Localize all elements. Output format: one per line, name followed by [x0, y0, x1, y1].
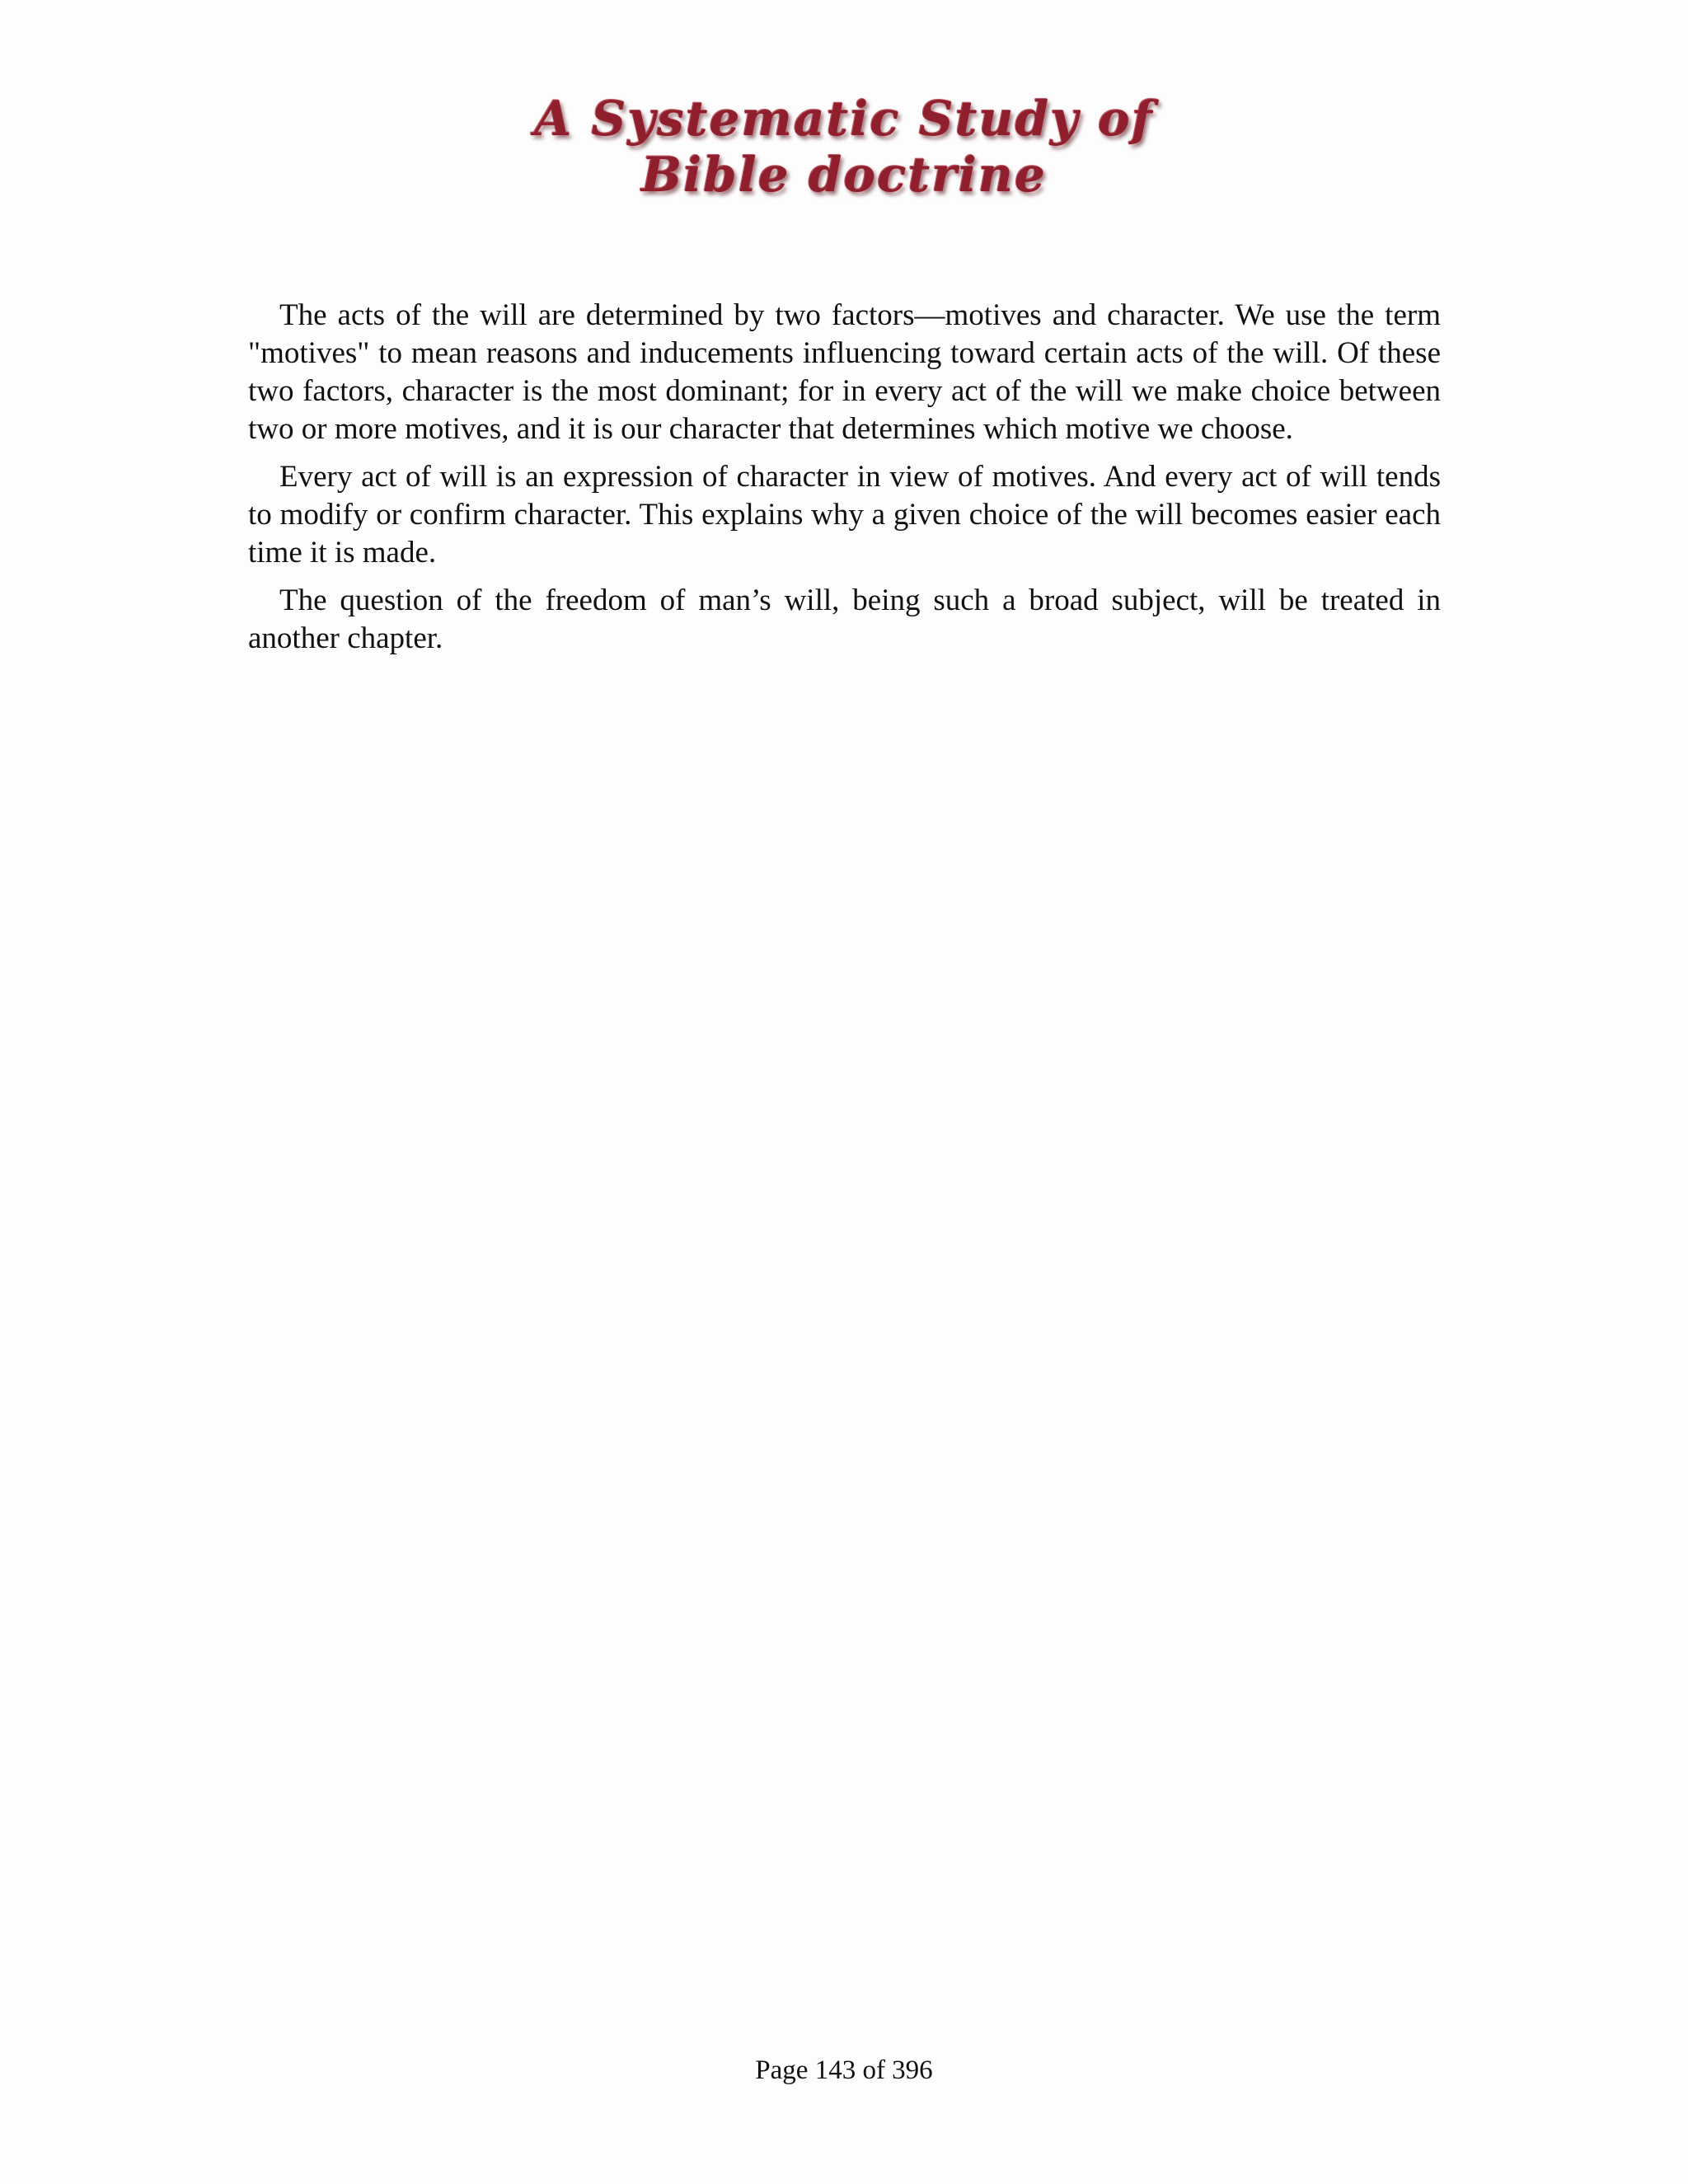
page-number: Page 143 of 396 [755, 2055, 933, 2085]
logo-title-line-2: Bible doctrine [641, 147, 1047, 203]
paragraph-2: Every act of will is an expression of character in view of motives. And every act of will tends to modify or confirm character. This explains why a given choice of the will becomes easier each time it is made. [248, 460, 1441, 569]
book-title-logo [0, 91, 1688, 203]
paragraph-1: The acts of the will are determined by two factors—motives and character. We use the term "motives" to mean reasons and inducements influencing toward certain acts of the will. Of these two factors, character is the most dominant; for in every act of the will we make choice between two or more motives, and it is our character that determines which motive we choose. [248, 298, 1441, 446]
logo-title-line-1: A Systematic Study of [534, 91, 1154, 147]
paragraph-3: The question of the freedom of man’s will, being such a broad subject, will be treated in another chapter. [248, 583, 1441, 655]
page-body [248, 297, 1441, 668]
